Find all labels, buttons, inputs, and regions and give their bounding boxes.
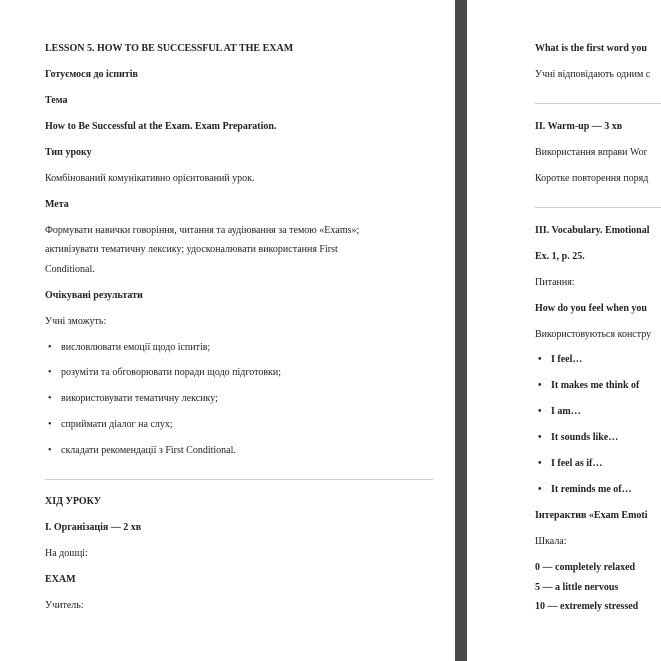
type-text: Комбінований комунікативно орієнтований урок. xyxy=(45,173,255,184)
scale-label: Шкала: xyxy=(535,536,567,547)
warmup-text-1: Використання вправи Wor xyxy=(535,147,647,158)
phrase-item: • I am… xyxy=(551,406,581,418)
result-item: • використовувати тематичну лексику; xyxy=(61,393,218,405)
goal-line-1: Формувати навички говоріння, читання та аудіювання за темою «Exams»; xyxy=(45,225,360,236)
phrase-item: • I feel… xyxy=(551,354,582,366)
questions-label: Питання: xyxy=(535,277,575,288)
results-heading: Очікувані результати xyxy=(45,290,143,301)
goal-line-3: Conditional. xyxy=(45,264,95,275)
warmup-answer: Учні відповідають одним с xyxy=(535,69,651,80)
scale-item: 10 — extremely stressed xyxy=(535,601,639,612)
teacher-label: Учитель: xyxy=(45,600,84,611)
result-item: • розуміти та обговорювати поради щодо підготовки; xyxy=(61,367,281,379)
lesson-subtitle: Готуємося до іспитів xyxy=(45,69,138,80)
phrase-item: • It sounds like… xyxy=(551,432,618,444)
org-heading: I. Організація — 2 хв xyxy=(45,522,142,533)
board-label: На дошці: xyxy=(45,548,88,559)
page-gap xyxy=(455,0,467,661)
section-divider xyxy=(535,207,661,208)
phrase-item: • I feel as if… xyxy=(551,458,602,470)
results-intro: Учні зможуть: xyxy=(45,316,107,327)
goal-heading: Мета xyxy=(45,199,69,210)
topic-heading: Тема xyxy=(45,95,68,106)
constructions-text: Використовуються констру xyxy=(535,329,652,340)
type-heading: Тип уроку xyxy=(45,147,92,158)
document-page-right xyxy=(467,0,661,661)
lesson-title: LESSON 5. HOW TO BE SUCCESSFUL AT THE EXAM xyxy=(45,43,294,54)
vocab-heading: III. Vocabulary. Emotional xyxy=(535,225,650,236)
interactive-heading: Інтерактив «Exam Emoti xyxy=(535,510,648,521)
topic-text: How to Be Successful at the Exam. Exam Preparation. xyxy=(45,121,277,132)
warmup-text-2: Коротке повторення поряд xyxy=(535,173,649,184)
section-divider xyxy=(535,103,661,104)
exercise-ref: Ex. 1, p. 25. xyxy=(535,251,585,262)
feel-question: How do you feel when you xyxy=(535,303,647,314)
result-item: • висловлювати емоції щодо іспитів; xyxy=(61,342,210,354)
result-item: • сприймати діалог на слух; xyxy=(61,419,173,431)
warmup-heading: II. Warm-up — 3 хв xyxy=(535,121,623,132)
phrase-item: • It reminds me of… xyxy=(551,484,632,496)
section-divider xyxy=(45,479,433,480)
warmup-question: What is the first word you xyxy=(535,43,647,54)
goal-line-2: активізувати тематичну лексику; удосконалювати використання First xyxy=(45,244,338,255)
procedure-heading: ХІД УРОКУ xyxy=(45,496,102,507)
board-word: EXAM xyxy=(45,574,76,585)
scale-item: 5 — a little nervous xyxy=(535,582,619,593)
result-item: • складати рекомендації з First Conditional. xyxy=(61,445,236,457)
scale-item: 0 — completely relaxed xyxy=(535,562,636,573)
phrase-item: • It makes me think of xyxy=(551,380,639,392)
